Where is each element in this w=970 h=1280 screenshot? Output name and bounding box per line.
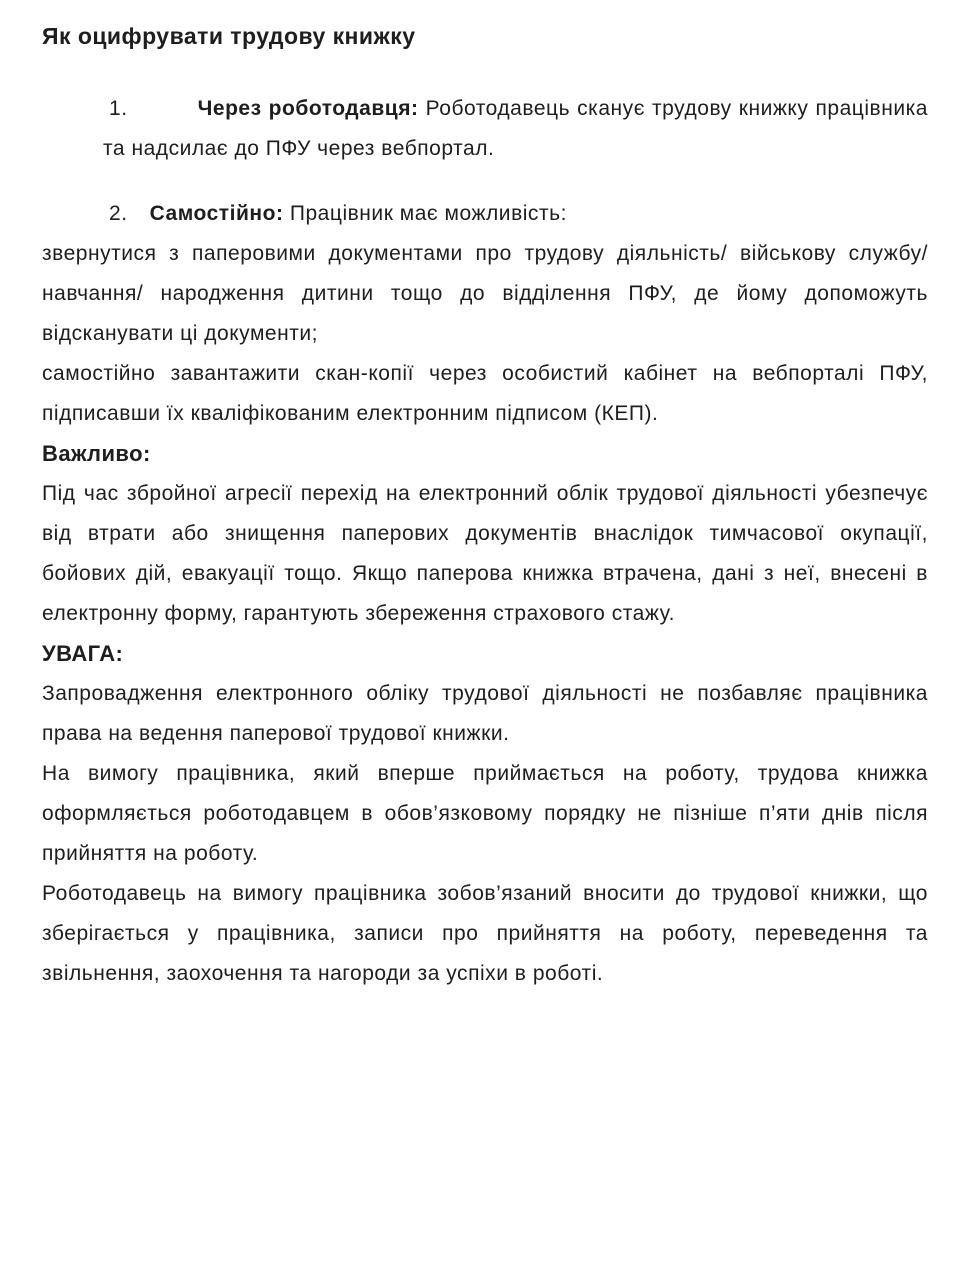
tab-spacer <box>128 114 198 115</box>
numbered-item-2 <box>103 194 928 234</box>
attention-paragraph-2: На вимогу працівника, який вперше приймається на роботу, трудова книжка оформляється роботодавцем в обов’язковому порядку не пізніше п’яти днів після прийняття на роботу. <box>42 762 928 865</box>
attention-paragraph-1: Запровадження електронного обліку трудової діяльності не позбавляє працівника права на ведення паперової трудової книжки. <box>42 682 928 745</box>
item-1-label: Через роботодавця: <box>197 97 419 120</box>
important-paragraph: Під час збройної агресії перехід на електронний облік трудової діяльності убезпечує від втрати або знищення паперових документів внаслідок тимчасової окупації, бойових дій, евакуації тощо. Якщо паперова книжка втрачена, дані з неї, внесені в електронну форму, гарантують збереження страхового стажу. <box>42 482 928 625</box>
item-1-number: 1. <box>109 97 128 120</box>
important-heading: Важливо: <box>42 441 151 466</box>
attention-heading: УВАГА: <box>42 641 124 666</box>
numbered-item-1 <box>103 89 928 169</box>
tab-spacer <box>128 219 150 220</box>
item-2-label: Самостійно: <box>149 202 284 225</box>
item-1-text: Роботодавець сканує трудову книжку працівника та надсилає до ПФУ через вебпортал. <box>103 97 928 160</box>
item-2-text: Працівник має можливість: <box>289 202 567 225</box>
option-paragraph-2: самостійно завантажити скан-копії через особистий кабінет на вебпорталі ПФУ, підписавши їх кваліфікованим електронним підписом (КЕП). <box>42 362 928 425</box>
document-title: Як оцифрувати трудову книжку <box>42 23 416 49</box>
item-2-number: 2. <box>109 202 128 225</box>
option-paragraph-1: звернутися з паперовими документами про трудову діяльність/ військову службу/ навчання/ народження дитини тощо до відділення ПФУ, де йому допоможуть відсканувати ці документи; <box>42 242 928 345</box>
attention-paragraph-3: Роботодавець на вимогу працівника зобов’язаний вносити до трудової книжки, що зберігається у працівника, записи про прийняття на роботу, переведення та звільнення, заохочення та нагороди за успіхи в роботі. <box>42 882 928 985</box>
